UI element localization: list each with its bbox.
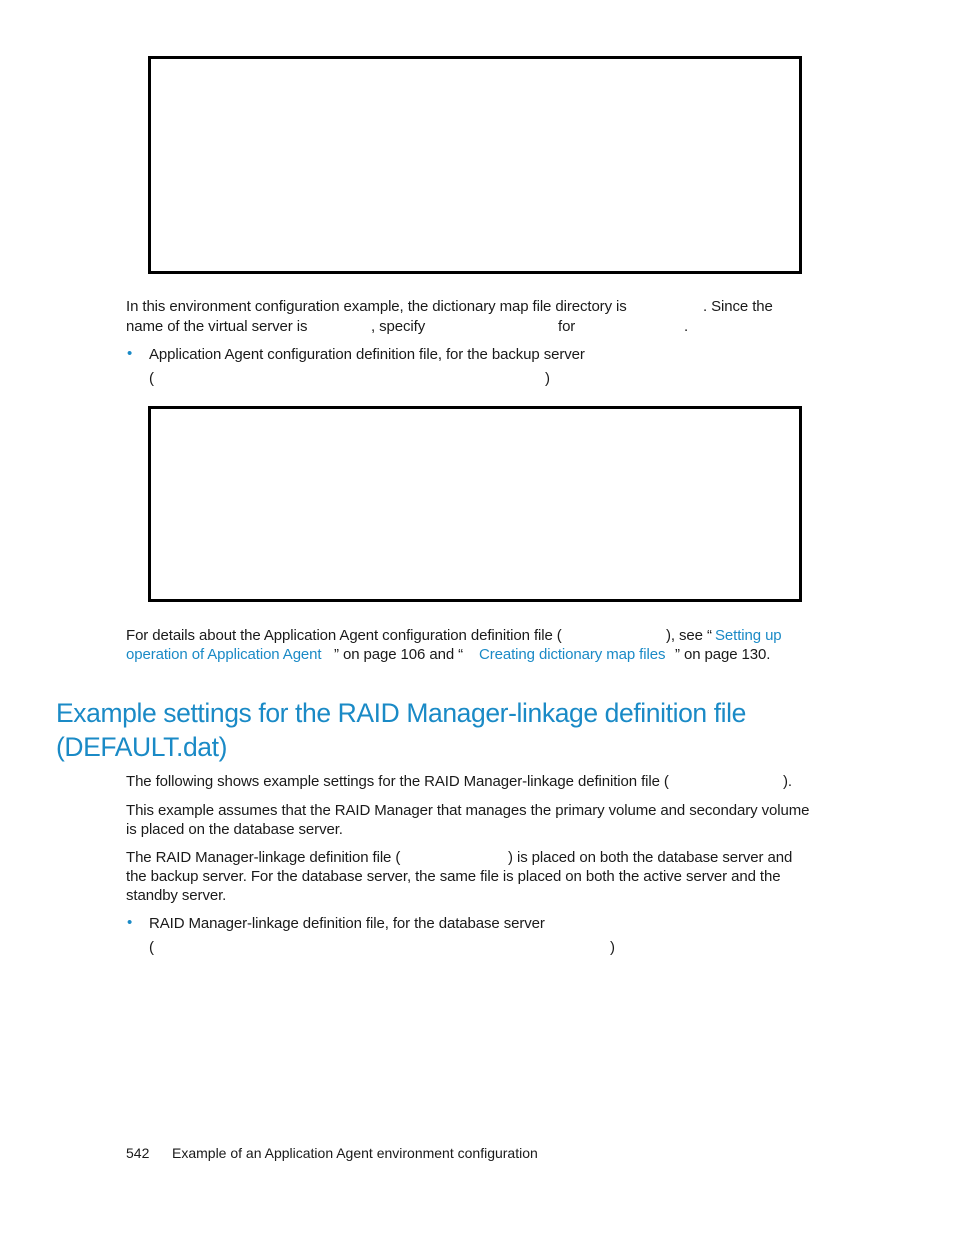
para1-line2-c: for bbox=[558, 318, 576, 335]
paragraph-dictionary-map bbox=[126, 297, 786, 337]
para2-line1-b: ), see “ bbox=[666, 627, 712, 644]
bullet1-paren-close: ) bbox=[545, 370, 550, 387]
footer-title: Example of an Application Agent environment configuration bbox=[172, 1145, 538, 1161]
para2-line2-c: ” on page 130. bbox=[675, 646, 771, 663]
para2-line1-a: For details about the Application Agent configuration definition file ( bbox=[126, 627, 562, 644]
para4-line1: This example assumes that the RAID Manager that manages the primary volume and secondary volume bbox=[126, 802, 810, 819]
bullet1-text: Application Agent configuration definition file, for the backup server bbox=[149, 346, 585, 363]
para1-line1-a: In this environment configuration example, the dictionary map file directory is bbox=[126, 298, 627, 315]
link-setting-up-operation-cont[interactable]: operation of Application Agent bbox=[126, 646, 322, 663]
para5-line1-a: The RAID Manager-linkage definition file ( bbox=[126, 849, 401, 866]
bullet2-text: RAID Manager-linkage definition file, for the database server bbox=[149, 915, 545, 932]
bullet2-paren-close: ) bbox=[610, 939, 615, 956]
para3-line1-b: ). bbox=[783, 773, 792, 790]
para1-line2-a: name of the virtual server is bbox=[126, 318, 308, 335]
code-example-box-1 bbox=[148, 56, 802, 274]
para3-line1-a: The following shows example settings for the RAID Manager-linkage definition file ( bbox=[126, 773, 669, 790]
paragraph-example-assumes bbox=[126, 801, 810, 841]
para1-line1-b: . Since the bbox=[703, 298, 773, 315]
para1-line2-d: . bbox=[684, 318, 689, 335]
para1-line2-b: , specify bbox=[371, 318, 426, 335]
paragraph-following-shows bbox=[126, 772, 796, 792]
para2-line2-b: ” on page 106 and “ bbox=[334, 646, 464, 663]
para5-line1-b: ) is placed on both the database server and bbox=[508, 849, 793, 866]
paragraph-details bbox=[126, 626, 796, 666]
para5-line2: the backup server. For the database server, the same file is placed on both the active server and the bbox=[126, 868, 781, 885]
link-setting-up-operation[interactable]: Setting up bbox=[715, 627, 782, 644]
bullet-marker-1: • bbox=[127, 345, 133, 362]
bullet-marker-2: • bbox=[127, 914, 133, 931]
section-heading-line1: Example settings for the RAID Manager-linkage definition file bbox=[56, 698, 746, 728]
bullet1-paren-open: ( bbox=[149, 370, 154, 387]
section-heading-line2: (DEFAULT.dat) bbox=[56, 732, 228, 762]
link-creating-dictionary-map-files[interactable]: Creating dictionary map files bbox=[479, 646, 666, 663]
code-example-box-2 bbox=[148, 406, 802, 602]
para5-line3: standby server. bbox=[126, 887, 227, 904]
bullet2-paren-open: ( bbox=[149, 939, 154, 956]
page-number: 542 bbox=[126, 1145, 150, 1161]
paragraph-raid-file-placement bbox=[126, 848, 806, 908]
para4-line2: is placed on the database server. bbox=[126, 821, 343, 838]
